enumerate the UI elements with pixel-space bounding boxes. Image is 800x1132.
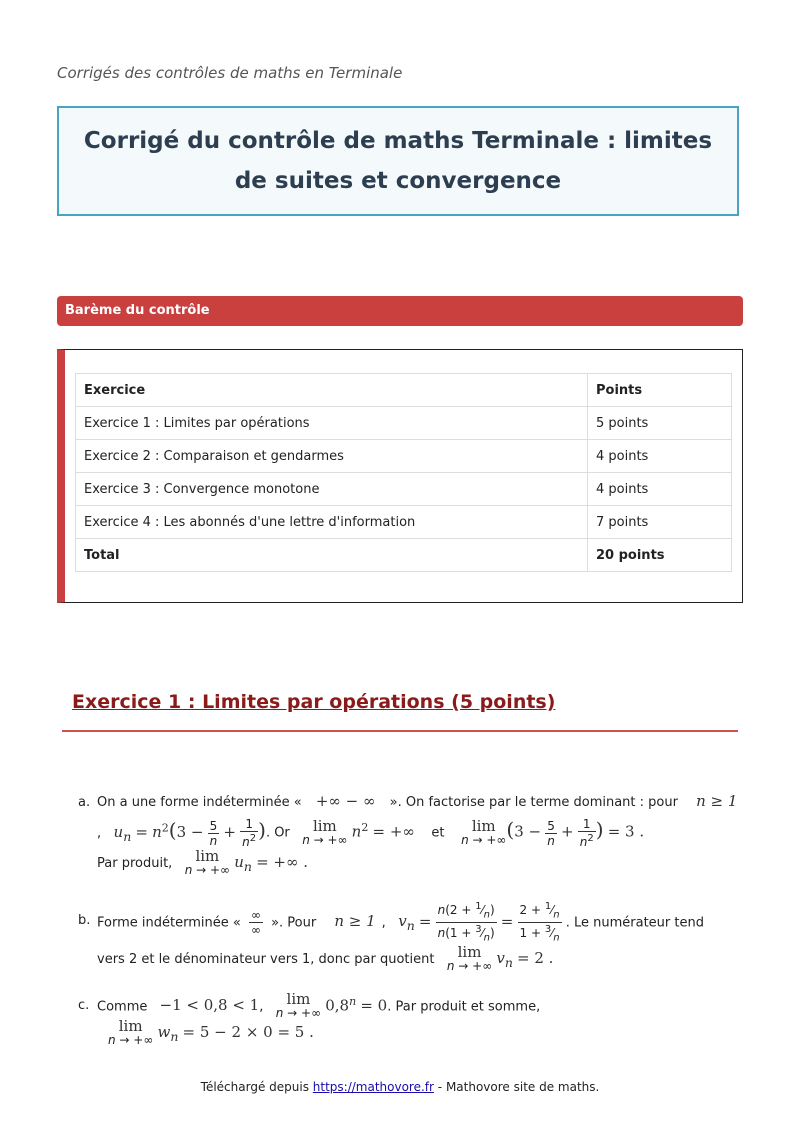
- item-b-text: . Le numérateur tend: [565, 915, 704, 931]
- condition-formula: n ≥ 1: [696, 792, 738, 810]
- bareme-table: [75, 373, 732, 572]
- formula-factorisation: , $u_n = n^2(3$ − $\frac{5}{n}$ + $\frac{1}{n^2}$ ): [97, 817, 266, 849]
- total-label: Total: [76, 539, 588, 572]
- table-cell: Exercice 4 : Les abonnés d'une lettre d'information: [76, 506, 588, 539]
- item-c-line1: Comme −1 < 0,8 < 1, lim n → +∞ 0,8$^n$ = 0. Par produit et somme,: [97, 990, 541, 1021]
- footer-suffix: - Mathovore site de maths.: [437, 1080, 600, 1094]
- item-c-text: Comme: [97, 999, 148, 1015]
- item-c-label: c.: [78, 998, 90, 1013]
- page-title: Corrigé du contrôle de maths Terminale : limites de suites et convergence: [83, 128, 713, 194]
- item-a-line3: Par produit, lim n → +∞ $u_n$ = +∞ .: [97, 847, 308, 877]
- header-exercice: Exercice: [76, 374, 588, 407]
- table-total-row: [76, 539, 732, 572]
- indeterminate-form: +∞ − ∞: [315, 792, 376, 810]
- table-row: [76, 506, 732, 539]
- item-a-label: a.: [78, 795, 91, 810]
- table-cell: 7 points: [588, 506, 732, 539]
- table-cell: Exercice 1 : Limites par opérations: [76, 407, 588, 440]
- table-cell: 4 points: [588, 440, 732, 473]
- item-a-line2: , $u_n = n^2(3$ − $\frac{5}{n}$ + $\frac{1}{n^2}$ ). Or lim n → +∞ $n^2$ = +∞ et lim n → +∞ (3 − $\frac{5}{n}$ + $\frac{1}{n^2}$ ) = 3 .: [97, 816, 645, 849]
- table-row: [76, 440, 732, 473]
- header-points: Points: [588, 374, 732, 407]
- breadcrumb[interactable]: Corrigés des contrôles de maths en Terminale: [57, 64, 403, 82]
- bareme-box: [57, 349, 743, 603]
- item-b-text: Forme indéterminée «: [97, 915, 241, 931]
- table-cell: Exercice 2 : Comparaison et gendarmes: [76, 440, 588, 473]
- table-cell: 4 points: [588, 473, 732, 506]
- footer-link[interactable]: https://mathovore.fr: [312, 1080, 434, 1094]
- item-a-line1: [97, 792, 737, 812]
- title-box: [57, 106, 739, 216]
- item-b-label: b.: [78, 913, 91, 928]
- table-row: [76, 407, 732, 440]
- item-c-text: . Par produit et somme,: [387, 999, 541, 1015]
- item-a-text: et: [431, 825, 445, 841]
- exercise-1-title: Exercice 1 : Limites par opérations (5 points): [72, 691, 556, 713]
- item-a-text: ». On factorise par le terme dominant : pour: [389, 795, 678, 810]
- condition-formula: n ≥ 1: [334, 912, 376, 931]
- inequality-formula: −1 < 0,8 < 1: [159, 996, 260, 1015]
- item-b-text: ». Pour: [271, 915, 317, 931]
- table-cell: 5 points: [588, 407, 732, 440]
- item-a-text: On a une forme indéterminée «: [97, 795, 302, 810]
- divider: [62, 730, 738, 732]
- item-c-line2: lim n → +∞ $w_n = 5 - 2 \times 0 = 5$ .: [108, 1017, 314, 1047]
- item-b-text: vers 2 et le dénominateur vers 1, donc par quotient: [97, 952, 435, 967]
- table-cell: Exercice 3 : Convergence monotone: [76, 473, 588, 506]
- footer-prefix: Téléchargé depuis: [200, 1080, 309, 1094]
- table-header-row: [76, 374, 732, 407]
- table-row: [76, 473, 732, 506]
- bareme-heading: Barème du contrôle: [57, 296, 743, 326]
- footer: [0, 1080, 800, 1094]
- item-a-text: . Or: [265, 825, 290, 841]
- total-points: 20 points: [588, 539, 732, 572]
- item-a-text: Par produit,: [97, 856, 173, 871]
- item-b-line1: Forme indéterminée « $\frac{\infty}{\infty}$ ». Pour n ≥ 1 , $v_n$ = $\frac{n(2 + ^1⁄_n)}{n(1 + ^3⁄_n)}$ = $\frac{2 + ^1⁄_n}{1 + ^3⁄_n}$ . Le numérateur tend: [97, 901, 704, 944]
- item-b-line2: vers 2 et le dénominateur vers 1, donc par quotient lim n → +∞ $v_n = 2$ .: [97, 943, 554, 973]
